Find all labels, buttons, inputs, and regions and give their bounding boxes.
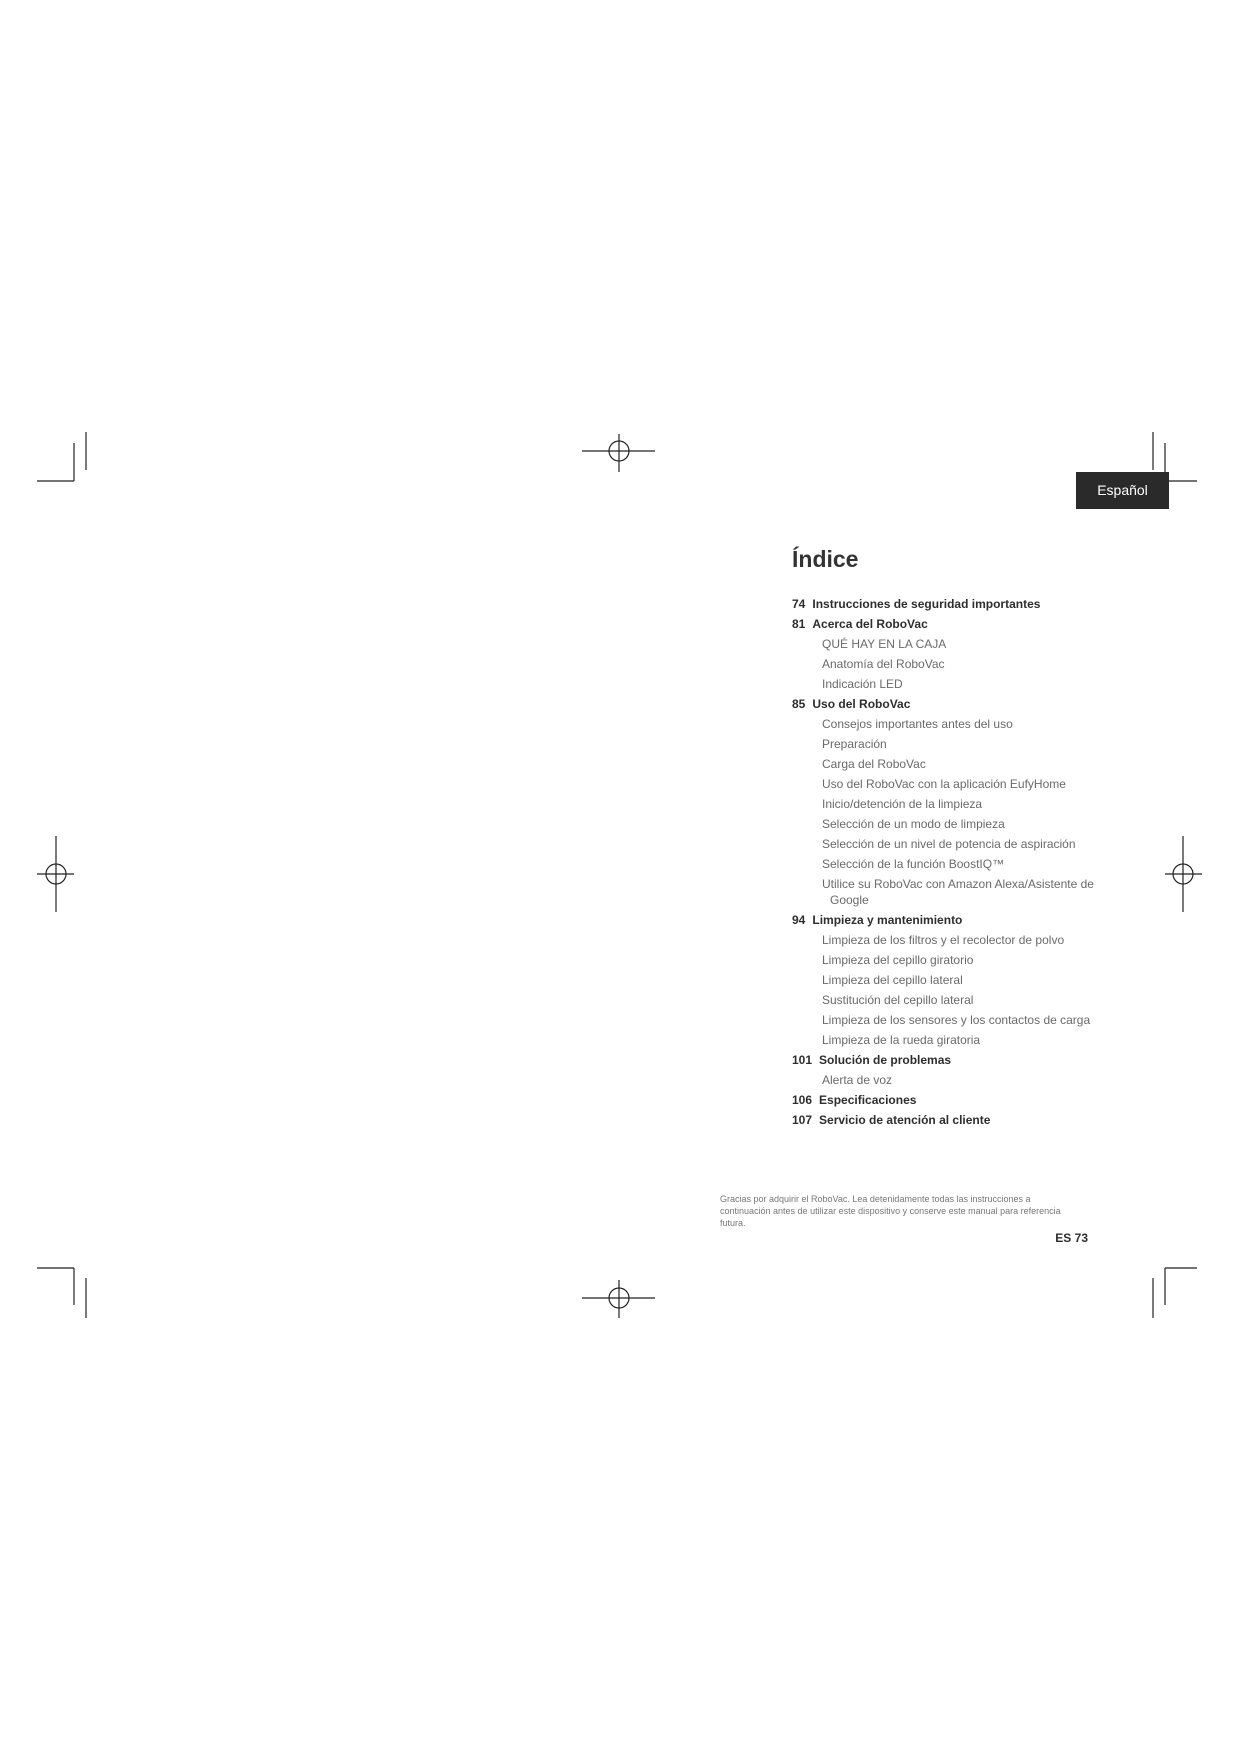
toc-section [792, 616, 1112, 692]
toc-section-heading [792, 1052, 1112, 1068]
footer-note: Gracias por adquirir el RoboVac. Lea detenidamente todas las instrucciones a continuación antes de utilizar este dispositivo y conserve este manual para referencia futura. [720, 1194, 1061, 1228]
toc-section [792, 912, 1112, 1048]
toc-item: Anatomía del RoboVac [822, 657, 945, 671]
toc-item: Preparación [822, 737, 887, 751]
toc-item: QUÉ HAY EN LA CAJA [822, 637, 947, 651]
toc-section-label: Solución de problemas [819, 1053, 952, 1067]
toc-item: Limpieza del cepillo giratorio [822, 953, 974, 967]
table-of-contents [792, 596, 1112, 1132]
toc-item: Limpieza de los filtros y el recolector de polvo [822, 933, 1065, 947]
toc-section [792, 696, 1112, 908]
toc-section-heading [792, 696, 1112, 712]
toc-section-label: Instrucciones de seguridad importantes [812, 597, 1041, 611]
toc-item: Utilice su RoboVac con Amazon Alexa/Asistente de Google [822, 877, 1094, 907]
toc-item: Carga del RoboVac [822, 757, 926, 771]
toc-item: Selección de un modo de limpieza [822, 817, 1005, 831]
language-tab: Español [1076, 472, 1169, 509]
toc-section-label: Servicio de atención al cliente [819, 1113, 991, 1127]
toc-item: Limpieza de los sensores y los contactos de carga [822, 1013, 1091, 1027]
toc-section-heading [792, 912, 1112, 928]
page-title: Índice [792, 546, 859, 572]
toc-item: Indicación LED [822, 677, 903, 691]
toc-page-number: 85 [792, 697, 806, 711]
toc-section-label: Uso del RoboVac [812, 697, 911, 711]
toc-section [792, 1112, 1112, 1128]
toc-item: Uso del RoboVac con la aplicación EufyHome [822, 777, 1066, 791]
toc-section-heading [792, 1092, 1112, 1108]
toc-section [792, 1052, 1112, 1088]
toc-item: Limpieza de la rueda giratoria [822, 1033, 981, 1047]
toc-section-label: Limpieza y mantenimiento [812, 913, 963, 927]
toc-section-label: Especificaciones [819, 1093, 917, 1107]
toc-item: Selección de la función BoostIQ™ [822, 857, 1005, 871]
toc-section [792, 596, 1112, 612]
toc-item: Alerta de voz [822, 1073, 893, 1087]
toc-section [792, 1092, 1112, 1108]
toc-page-number: 94 [792, 913, 806, 927]
toc-item: Limpieza del cepillo lateral [822, 973, 963, 987]
toc-item: Consejos importantes antes del uso [822, 717, 1013, 731]
toc-item: Selección de un nivel de potencia de aspiración [822, 837, 1076, 851]
toc-item: Inicio/detención de la limpieza [822, 797, 983, 811]
toc-item: Sustitución del cepillo lateral [822, 993, 974, 1007]
toc-section-label: Acerca del RoboVac [812, 617, 928, 631]
toc-page-number: 74 [792, 597, 806, 611]
toc-page-number: 101 [792, 1053, 813, 1067]
toc-page-number: 107 [792, 1113, 813, 1127]
toc-page-number: 106 [792, 1093, 813, 1107]
toc-section-heading [792, 1112, 1112, 1128]
toc-page-number: 81 [792, 617, 806, 631]
page-number: ES 73 [1055, 1231, 1088, 1245]
toc-section-heading [792, 596, 1112, 612]
toc-section-heading [792, 616, 1112, 632]
